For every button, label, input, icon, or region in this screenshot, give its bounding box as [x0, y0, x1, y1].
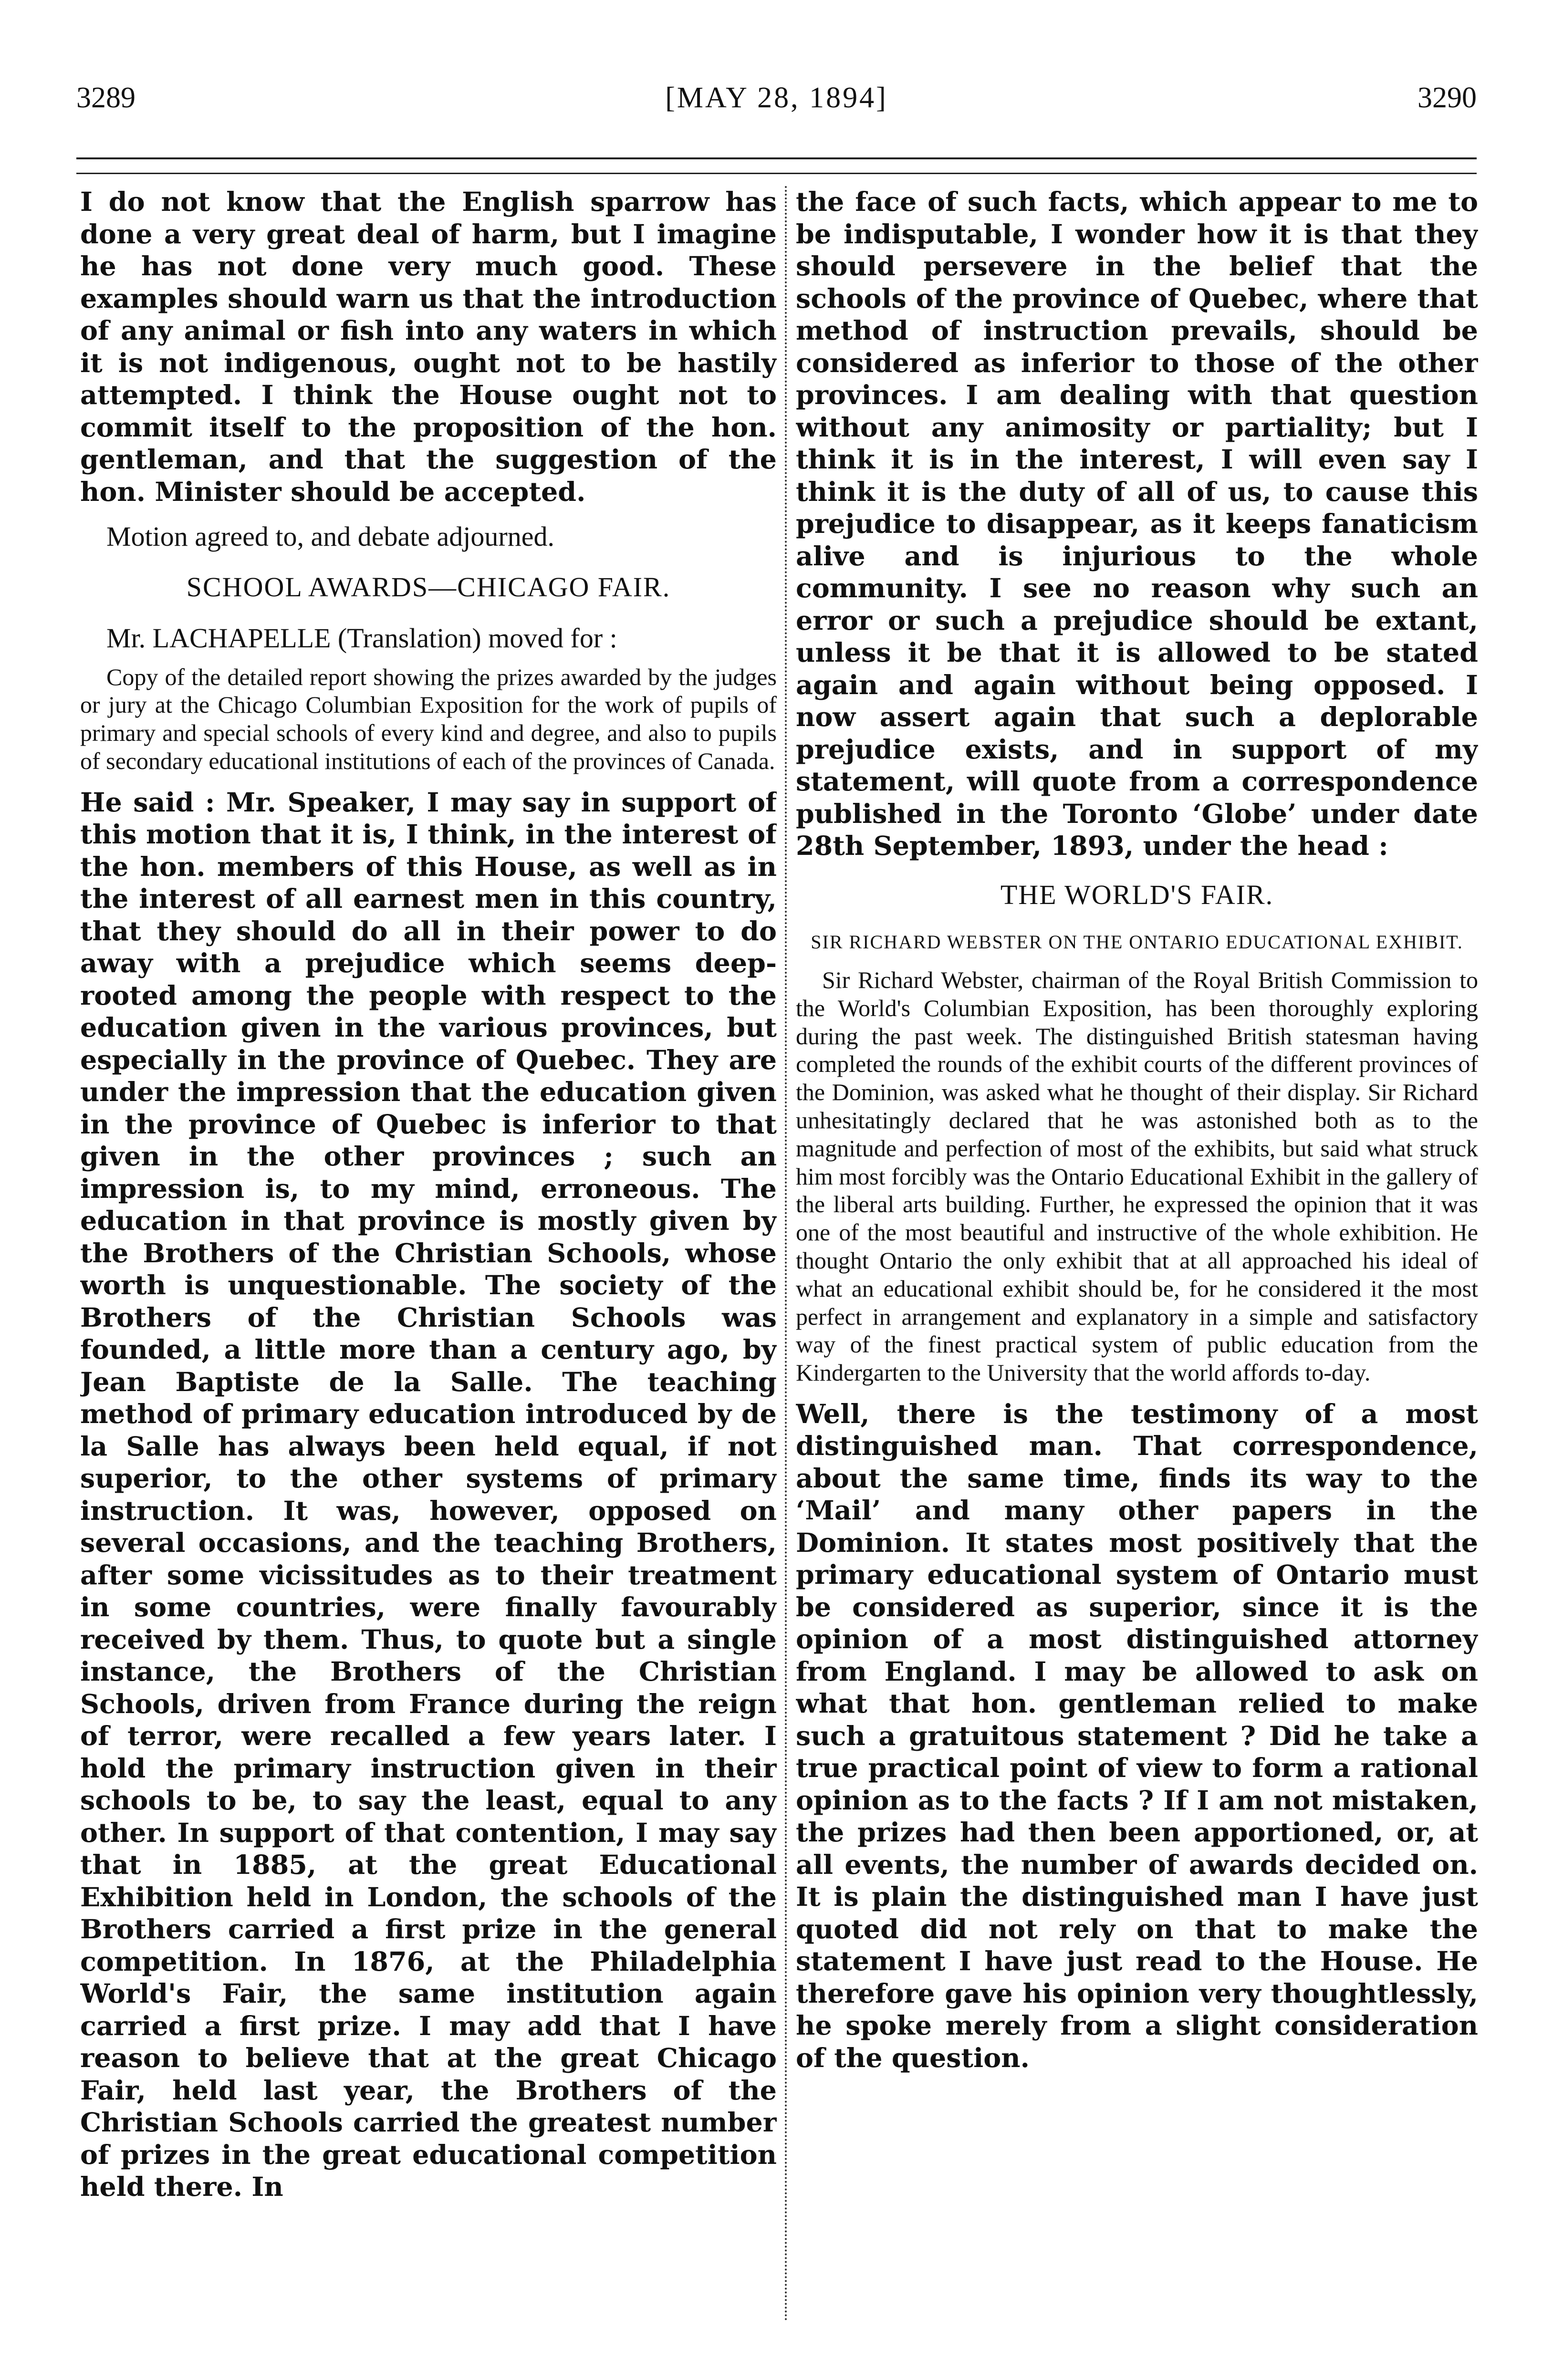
quoted-article: Sir Richard Webster, chairman of the Royal British Commission to the World's Columbian Exposition, has been thoroughly exploring during the past week. The distinguished British statesman having completed the rounds of the exhibit courts of the different provinces of the Dominion, was asked what he thought of their display. Sir Richard unhesitatingly declared that he was astonished both as to the magnitude and perfection of most of the exhibits, but said what struck him most forcibly was the Ontario Educational Exhibit in the gallery of the liberal arts building. Further, he expressed the opinion that it was one of the most beautiful and instructive of the whole exhibition. He thought Ontario the only exhibit that at all approached his ideal of what an educational exhibit should be, for he considered it the most perfect in arrangement and explanatory in a simple and satisfactory way of the finest practical system of public education from the Kindergarten to the University that the world affords to-day.	[796, 967, 1478, 1386]
column-divider	[785, 186, 787, 2323]
motion-text: Copy of the detailed report showing the prizes awarded by the judges or jury at the Chicago Columbian Exposition for the work of pupils of primary and special schools of every kind and degree, and also to pupils of secondary educational institutions of each of the provinces of Canada.	[80, 663, 777, 774]
header-date: [MAY 28, 1894]	[665, 82, 888, 114]
left-paragraph-1: I do not know that the English sparrow has done a very great deal of harm, but I imagine he has not done very much good. These examples should warn us that the introduction of any animal or fish into any waters in which it is not indigenous, ought not to be hastily attempted. I think the House ought not to commit itself to the proposition of the hon. gentleman, and that the suggestion of the hon. Minister should be accepted.	[80, 187, 777, 508]
quoted-subheading: SIR RICHARD WEBSTER ON THE ONTARIO EDUCATIONAL EXHIBIT.	[811, 931, 1463, 953]
right-column	[796, 186, 1478, 2313]
header-rule-top	[76, 157, 1477, 159]
right-paragraph-1: the face of such facts, which appear to me to be indisputable, I wonder how it is that they should persevere in the belief that the schools of the province of Quebec, where that method of instruction prevails, should be considered as inferior to those of the other provinces. I am dealing with that question without any animosity or partiality; but I think it is in the interest, I will even say I think it is the duty of all of us, to cause this prejudice to disappear, as it keeps fanaticism alive and is injurious to the whole community. I see no reason why such an error or such a prejudice should be extant, unless it be that it is allowed to be stated again and again without being opposed. I now assert again that such a deplorable prejudice exists, and in support of my statement, will quote from a correspondence published in the Toronto ‘Globe’ under date 28th September, 1893, under the head :	[796, 187, 1478, 862]
section-heading-school-awards: SCHOOL AWARDS—CHICAGO FAIR.	[186, 571, 671, 603]
section-heading-worlds-fair: THE WORLD'S FAIR.	[1000, 879, 1274, 910]
right-page-number: 3290	[1418, 82, 1477, 114]
left-paragraph-2: He said : Mr. Speaker, I may say in support of this motion that it is, I think, in the interest of the hon. members of this House, as well as in the interest of all earnest men in this country, that they should do all in their power to do away with a prejudice which seems deep-rooted among the people with respect to the education given in the various provinces, but especially in the province of Quebec. They are under the impression that the education given in the province of Quebec is inferior to that given in the other provinces ; such an impression is, to my mind, erroneous. The education in that province is mostly given by the Brothers of the Christian Schools, whose worth is unquestionable. The society of the Brothers of the Christian Schools was founded, a little more than a century ago, by Jean Baptiste de la Salle. The teaching method of primary education introduced by de la Salle has always been held equal, if not superior, to the other systems of primary instruction. It was, however, opposed on several occasions, and the teaching Brothers, after some vicissitudes as to their treatment in some countries, were finally favourably received by them. Thus, to quote but a single instance, the Brothers of the Christian Schools, driven from France during the reign of terror, were recalled a few years later. I hold the primary instruction given in their schools to be, to say the least, equal to any other. In support of that contention, I may say that in 1885, at the great Educational Exhibition held in London, the schools of the Brothers carried a first prize in the general competition. In 1876, at the Philadelphia World's Fair, the same institution again carried a first prize. I may add that I have reason to believe that at the great Chicago Fair, held last year, the Brothers of the Christian Schools carried the greatest number of prizes in the great educational competition held there. In	[80, 787, 777, 2203]
right-paragraph-2: Well, there is the testimony of a most distinguished man. That correspondence, about the same time, finds its way to the ‘Mail’ and many other papers in the Dominion. It states most positively that the primary educational system of Ontario must be considered as superior, since it is the opinion of a most distinguished attorney from England. I may be allowed to ask on what that hon. gentleman relied to make such a gratuitous statement ? Did he take a true practical point of view to form a rational opinion as to the facts ? If I am not mistaken, the prizes had then been apportioned, or, at all events, the number of awards decided on. It is plain the distinguished man I have just quoted did not rely on that to make the statement I have just read to the House. He therefore gave his opinion very thoughtlessly, he spoke merely from a slight consideration of the question.	[796, 1398, 1478, 2074]
moved-for-line: Mr. LACHAPELLE (Translation) moved for :	[106, 623, 617, 654]
left-page-number: 3289	[76, 82, 135, 114]
page-header	[76, 81, 1477, 129]
left-column	[80, 186, 777, 2313]
motion-result: Motion agreed to, and debate adjourned.	[106, 521, 554, 552]
header-rule-bottom	[76, 173, 1477, 174]
